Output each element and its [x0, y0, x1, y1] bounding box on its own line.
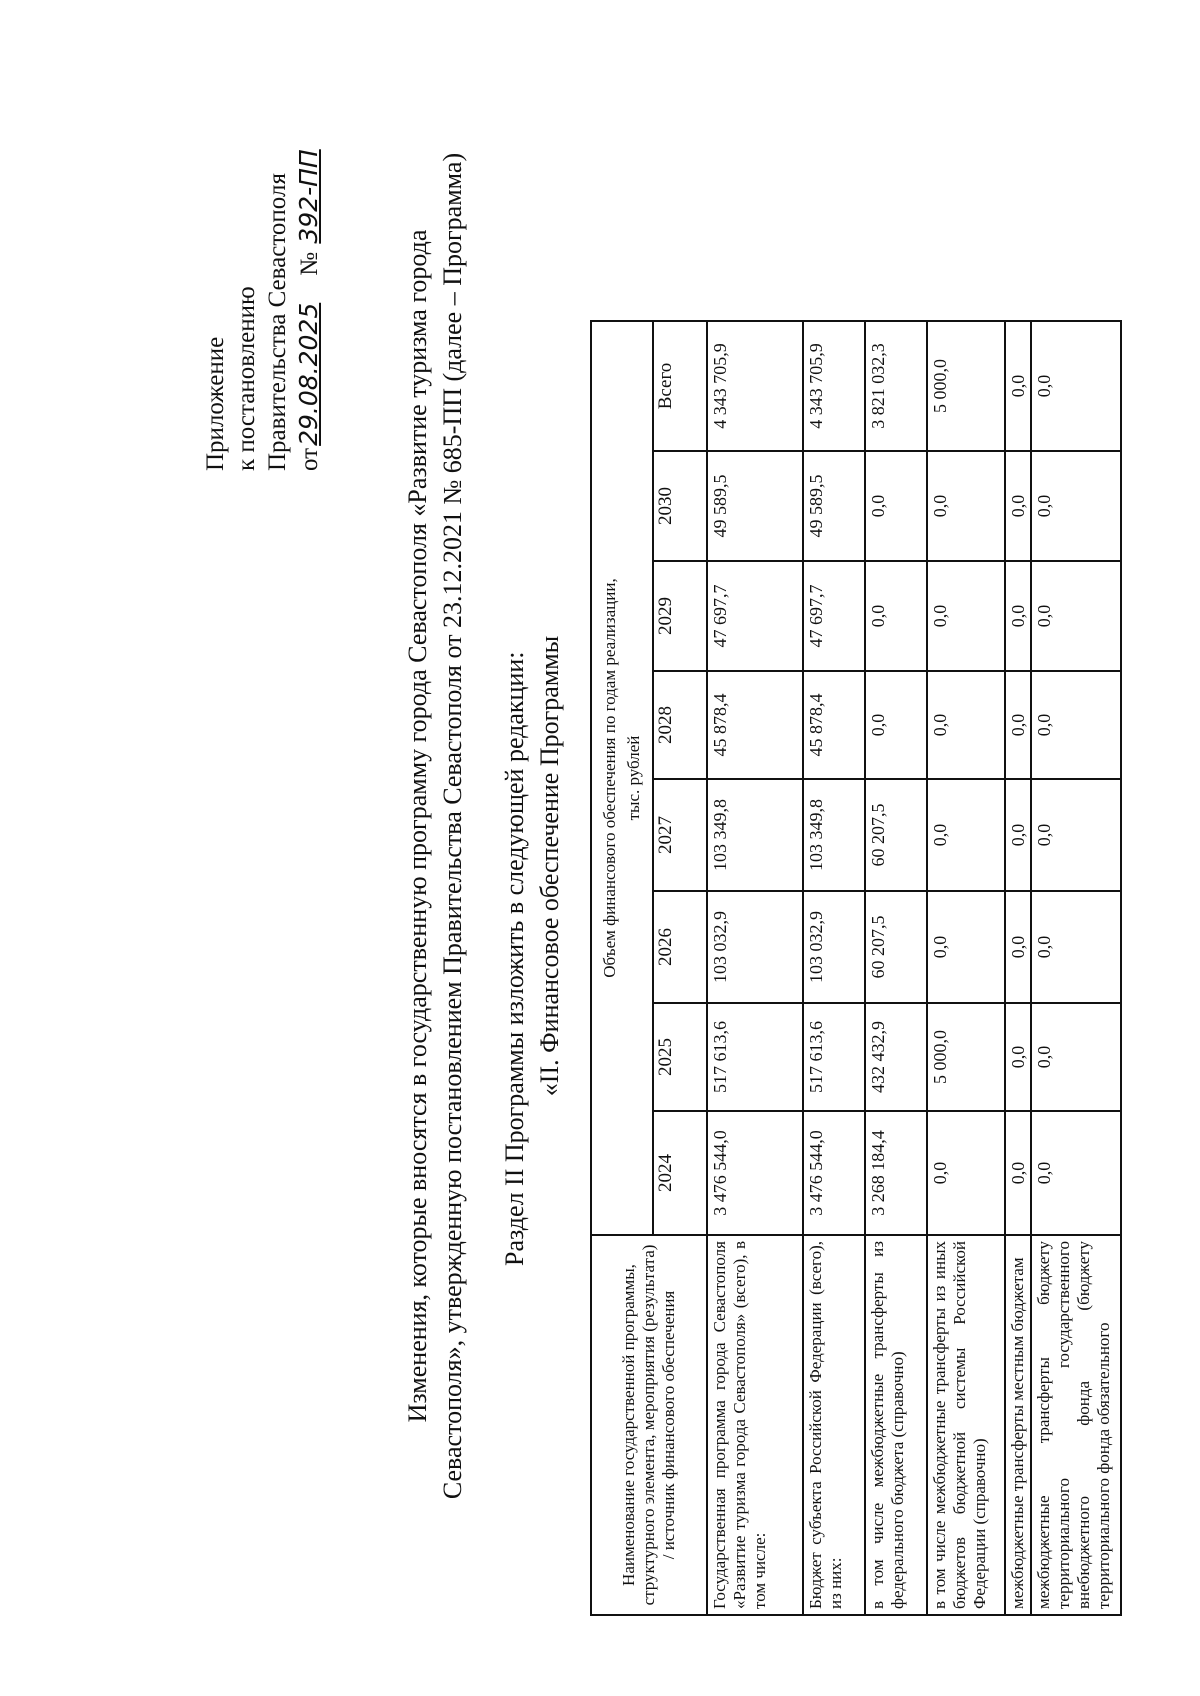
row-label: межбюджетные трансферты местным бюджетам: [1005, 1235, 1031, 1615]
table-row: [865, 321, 927, 1615]
year-header: 2025: [653, 1003, 707, 1111]
value-cell: 0,0: [1005, 1003, 1031, 1111]
value-cell: 0,0: [865, 561, 927, 671]
value-cell: 47 697,7: [707, 561, 803, 671]
value-cell: 3 476 544,0: [707, 1111, 803, 1235]
value-cell: 45 878,4: [707, 671, 803, 779]
section-title: «II. Финансовое обеспечение Программы: [535, 635, 564, 1097]
value-cell: 0,0: [1005, 779, 1031, 891]
year-header: 2024: [653, 1111, 707, 1235]
row-label: в том числе межбюджетные трансферты из федерального бюджета (справочно): [865, 1235, 927, 1615]
row-total-cell: 0,0: [1005, 321, 1031, 451]
value-cell: 0,0: [1031, 891, 1121, 1003]
table-row: [1005, 321, 1031, 1615]
value-cell: 47 697,7: [803, 561, 865, 671]
value-cell: 103 032,9: [803, 891, 865, 1003]
value-cell: 517 613,6: [803, 1003, 865, 1111]
intro-line-1: Раздел II Программы изложить в следующей редакции:: [500, 651, 529, 1266]
appendix-block: [200, 147, 325, 471]
appendix-resolution: к постановлению: [233, 286, 260, 471]
value-cell: 0,0: [1005, 671, 1031, 779]
row-total-cell: 4 343 705,9: [707, 321, 803, 451]
table-row: [707, 321, 803, 1615]
value-cell: 0,0: [1005, 451, 1031, 561]
table-row: [927, 321, 1005, 1615]
value-cell: 0,0: [1031, 671, 1121, 779]
value-cell: 0,0: [1031, 451, 1121, 561]
table-row: [803, 321, 865, 1615]
table-row: [1031, 321, 1121, 1615]
value-cell: 0,0: [865, 451, 927, 561]
value-cell: 0,0: [927, 451, 1005, 561]
total-column-header: Всего: [653, 321, 707, 451]
appendix-government: Правительства Севастополя: [264, 173, 291, 471]
value-cell: 0,0: [927, 561, 1005, 671]
date-prefix: от: [296, 447, 323, 471]
row-total-cell: 0,0: [1031, 321, 1121, 451]
value-cell: 0,0: [927, 891, 1005, 1003]
row-total-cell: 5 000,0: [927, 321, 1005, 451]
value-cell: 0,0: [1031, 1003, 1121, 1111]
value-cell: 103 032,9: [707, 891, 803, 1003]
value-cell: 0,0: [1005, 891, 1031, 1003]
document-heading: [400, 76, 470, 1576]
year-header: 2026: [653, 891, 707, 1003]
units-label: тыс. рублей: [624, 735, 643, 821]
value-cell: 60 207,5: [865, 891, 927, 1003]
value-cell: 3 476 544,0: [803, 1111, 865, 1235]
volume-header: [591, 321, 653, 1235]
value-cell: 45 878,4: [803, 671, 865, 779]
value-cell: 103 349,8: [707, 779, 803, 891]
value-cell: 0,0: [1031, 561, 1121, 671]
value-cell: 0,0: [1005, 1111, 1031, 1235]
row-total-cell: 4 343 705,9: [803, 321, 865, 451]
year-header: 2030: [653, 451, 707, 561]
heading-line-1: Изменения, которые вносятся в государственную программу города Севастополя «Развитие туризма города: [403, 229, 432, 1423]
value-cell: 49 589,5: [803, 451, 865, 561]
value-cell: 5 000,0: [927, 1003, 1005, 1111]
value-cell: 0,0: [927, 1111, 1005, 1235]
value-cell: 60 207,5: [865, 779, 927, 891]
row-total-cell: 3 821 032,3: [865, 321, 927, 451]
handwritten-date: 29.08.2025: [294, 302, 323, 446]
handwritten-number: 392-ПП: [294, 149, 323, 244]
volume-header-text: Объем финансового обеспечения по годам реализации,: [600, 578, 619, 978]
financing-table: [590, 320, 1122, 1616]
appendix-title: Приложение: [202, 336, 229, 471]
row-label: Государственная программа города Севастополя «Развитие туризма города Севастополя» (всего), в том числе:: [707, 1235, 803, 1615]
number-prefix: №: [296, 251, 323, 276]
row-label: в том числе межбюджетные трансферты из иных бюджетов бюджетной системы Российской Федерации (справочно): [927, 1235, 1005, 1615]
value-cell: 432 432,9: [865, 1003, 927, 1111]
value-cell: 0,0: [927, 671, 1005, 779]
value-cell: 3 268 184,4: [865, 1111, 927, 1235]
year-header: 2028: [653, 671, 707, 779]
name-column-header: Наименование государственной программы, структурного элемента, мероприятия (результата) / источник финансового обеспечения: [591, 1235, 707, 1615]
year-header: 2027: [653, 779, 707, 891]
appendix-date-number: [293, 147, 325, 471]
value-cell: 0,0: [1005, 561, 1031, 671]
value-cell: 0,0: [865, 671, 927, 779]
value-cell: 0,0: [1031, 1111, 1121, 1235]
value-cell: 517 613,6: [707, 1003, 803, 1111]
value-cell: 0,0: [1031, 779, 1121, 891]
heading-line-2: Севастополя», утвержденную постановлением Правительства Севастополя от 23.12.2021 № 685-ПП (далее – Программа): [438, 152, 467, 1500]
row-label: Бюджет субъекта Российской Федерации (всего), из них:: [803, 1235, 865, 1615]
section-intro: [497, 166, 567, 1566]
year-header: 2029: [653, 561, 707, 671]
value-cell: 0,0: [927, 779, 1005, 891]
row-label: межбюджетные трансферты бюджету территориального государственного внебюджетного фонда (бюджету территориального фонда обязательного: [1031, 1235, 1121, 1615]
value-cell: 49 589,5: [707, 451, 803, 561]
value-cell: 103 349,8: [803, 779, 865, 891]
